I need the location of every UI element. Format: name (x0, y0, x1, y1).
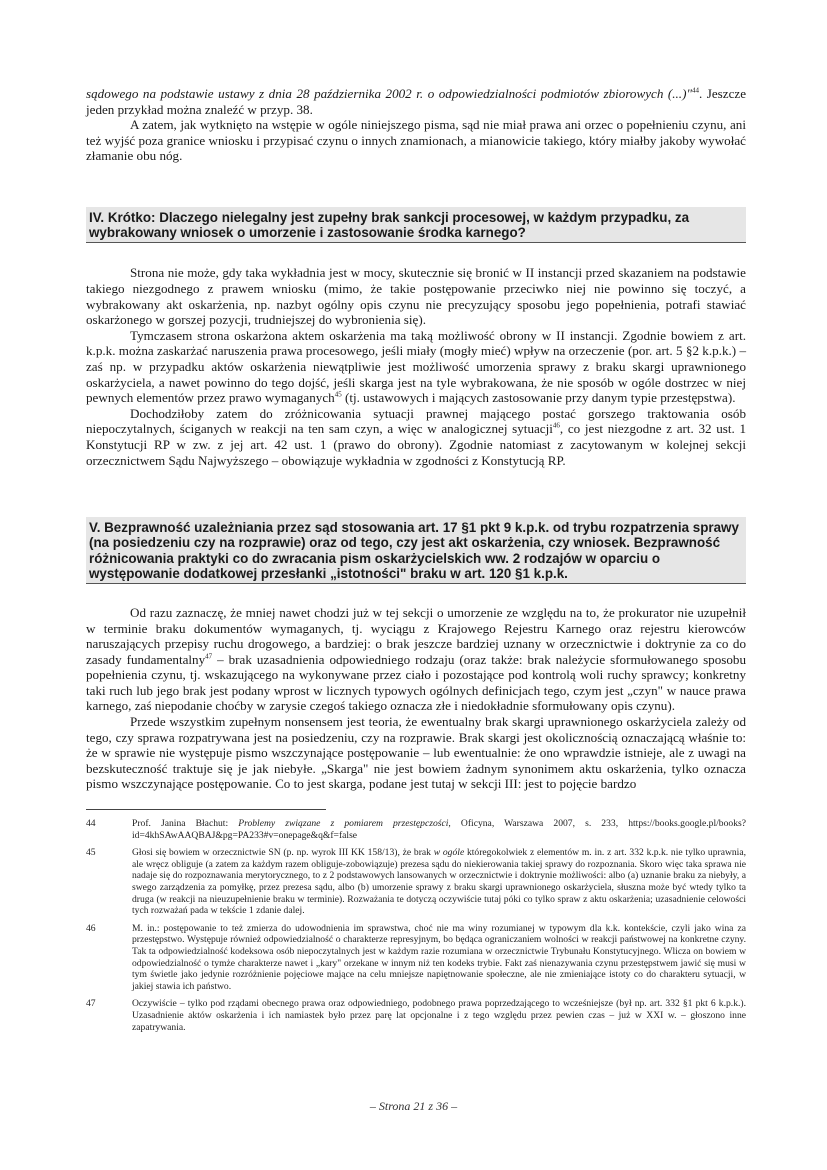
footnote-47 (86, 998, 746, 1033)
footnote-number: 44 (86, 818, 96, 830)
intro-text: . Jeszcze jeden przykład można znaleźć w przyp. 38. (86, 86, 747, 117)
footnote-number: 46 (86, 922, 96, 934)
footnote-ref-47[interactable]: 47 (205, 652, 213, 661)
section-4-heading: IV. Krótko: Dlaczego nielegalny jest zupełny brak sankcji procesowej, w każdym przypadku, za wybrakowany wniosek o umorzenie i zastosowanie środka karnego? (86, 207, 746, 243)
emphasis: w ogóle (433, 847, 465, 859)
paragraph-text: , co jest niezgodne z art. 32 ust. 1 Konstytucji RP w zw. z jej art. 42 ust. 1 (prawo do obrony). Zgodnie natomiast z zacytowanym w kolejnej sekcji orzecznictwem Sądu Najwyższego – obowiązuje wykładnia w zgodności z Konstytucją RP. (86, 421, 747, 468)
paragraph-text: Tymczasem strona oskarżona aktem oskarżenia ma taką możliwość obrony w II instancji. Zgodnie bowiem z art. k.p.k. można zaskarżać naruszenia prawa procesowego, jeśli miały (mogły mieć) wpływ na orzeczenie (por. art. 5 §2 k.p.k.) – zaś np. w przypadku aktów oskarżenia niewątpliwie jest możliwość umorzenia sprawy z braku skargi uprawnionego oskarżyciela, a nawet powinno do tego dojść, jeśli skarga jest na tyle wybrakowana, że nie sposób w ogóle dostrzec w niej pewnych elementów przez prawo wymaganych (86, 327, 746, 406)
footnote-ref-44[interactable]: 44 (691, 86, 699, 95)
footnote-44 (86, 818, 746, 841)
footnote-text (132, 847, 746, 917)
quote-mark: " (686, 86, 692, 101)
footnote-45 (86, 847, 746, 917)
paragraph-text: Dochodziłoby zatem do zróżnicowania sytuacji prawnej mającego postać gorszego traktowania osób niepoczytalnych, ściganych w reakcji na ten sam czyn, a więc w analogicznej sytuacji (86, 405, 746, 437)
section-5-paragraph-2: Przede wszystkim zupełnym nonsensem jest teoria, że ewentualny brak skargi uprawnionego oskarżyciela zależy od tego, czy sprawa rozpatrywana jest na posiedzeniu, czy na rozprawie. Brak skargi jest okolicznością oznaczającą właśnie to: że w sprawie nie występuje pismo wszczynające postępowanie – lub ewentualnie: że ono wprawdzie istnieje, ale z uwagi na bezskuteczność traktuje się je jak niebyłe. „Skarga" nie jest bowiem żadnym synonimem aktu oskarżenia, tylko oznacza pismo wszczynające postępowanie. Co to jest skarga, podane jest tutaj w sekcji III: jest to pojęcie bardzo (86, 714, 746, 792)
paragraph-text: – brak uzasadnienia odpowiedniego rodzaju (oraz także: brak należycie sformułowanego sposobu popełnienia czynu, tj. wskazującego na wykonywane przez ciało i pozostające pod kontrolą woli ruchy sprawcy; konkretny taki ruch lub jego brak jest podany wprost w licznych typowych ogólnych definicjach tego, czym jest „czyn" w nauce prawa karnego, zaś niepodanie choćby w zarysie czegoś takiego oznacza złe i niedokładnie sformułowany opis czynu). (86, 651, 746, 714)
section-5-paragraph-1 (86, 605, 746, 714)
book-title: Problemy związane z pomiarem przestępczości (238, 818, 449, 830)
footnote-text-part: któregokolwiek z elementów m. in. z art. 332 k.p.k. nie tylko uprawnia, ale wręcz obliguje (a zatem za każdym razem obliguje-zobowiązuje) prezesa sądu do niekierowania takiej sprawy do rozpoznania. Skoro więc taka sprawa nie nadaje się do rozpoznawania merytorycznego, to z 2 podstawowych lansowanych w orzecznictwie i doktrynie możliwości: albo (a) uznanie braku za niebyły, a swego zarządzenia za pomyłkę, przez prezesa sądu, albo (b) umorzenie sprawy z braku skargi uprawnionego oskarżyciela, słuszna może być wtedy tylko ta druga (w reakcji na nieuzupełnienie braku w terminie). Rozważania te dotyczą oczywiście tutaj póki co tylko spraw z aktu oskarżenia; uzasadnienie celowości tych rozważań pada w tekście 1 zdanie dalej. (132, 847, 746, 917)
footnote-link[interactable]: , Oficyna, Warszawa 2007, s. 233, https://books.google.pl/books?id=4khSAwAAQBAJ&pg=PA233#v=onepage&q&f=false (132, 818, 746, 841)
footnote-text (132, 818, 746, 841)
footnote-text-part: Głosi się bowiem w orzecznictwie SN (p. np. wyrok III KK 158/13), że brak (132, 847, 434, 859)
section-5-heading: V. Bezprawność uzależniania przez sąd stosowania art. 17 §1 pkt 9 k.p.k. od trybu rozpatrzenia sprawy (na posiedzeniu czy na rozprawie) oraz od tego, czy jest akt oskarżenia, czy wniosek. Bezprawność różnicowania praktyki co do zwracania pism oskarżycielskich ww. 2 rodzajów w oparciu o występowanie dodatkowej przesłanki „istotności" braku w art. 120 §1 k.p.k. (86, 517, 746, 584)
intro-paragraph-1 (86, 86, 746, 117)
footnote-number: 45 (86, 847, 96, 859)
document-page (86, 86, 746, 1039)
intro-paragraph-2: A zatem, jak wytknięto na wstępie w ogóle niniejszego pisma, sąd nie miał prawa ani orzec o popełnieniu czynu, ani też wyjść poza granice wniosku i przypisać czynu o innych znamionach, a mianowicie takiego, który miałby jakoby wywołać złamanie obu nóg. (86, 117, 746, 164)
paragraph-text: Od razu zaznaczę, że mniej nawet chodzi już w tej sekcji o umorzenie ze względu na to, że prokurator nie uzupełnił w terminie braku dokumentów wymaganych, tj. wyciągu z Krajowego Rejestru Karnego oraz rejestru kierowców naruszających przepisy ruchu drogowego, a bardziej: o brak jeszcze bardziej uznany w orzecznictwie i doktrynie za co do zasady fundamentalny (86, 604, 746, 667)
section-4-paragraph-1: Strona nie może, gdy taka wykładnia jest w mocy, skutecznie się bronić w II instancji przed skazaniem na podstawie takiego niezgodnego z prawem wniosku (mimo, że takie postępowanie przeciwko niej nie powinno się toczyć, a wybrakowany akt oskarżenia, np. nazbyt ogólny opis czynu nie precyzujący sposobu jego popełnienia, potrafi stawiać oskarżonego w gorszej pozycji, trudniejszej do wybronienia się). (86, 265, 746, 328)
footnote-46 (86, 923, 746, 993)
footnote-ref-46[interactable]: 46 (552, 421, 560, 430)
footnote-text-part: Prof. Janina Błachut: (132, 818, 239, 830)
footnote-text: Oczywiście – tylko pod rządami obecnego prawa oraz odpowiedniego, podobnego prawa poprzedzającego to wcześniejsze (był np. art. 332 §1 pkt 6 k.p.k.). Uzasadnienie aktów oskarżenia i ich namiastek było przez parę lat opcjonalne i z tego względu przez pewien czas – już w XXI w. – głoszono inne zapatrywania. (132, 998, 746, 1033)
footnote-ref-45[interactable]: 45 (334, 390, 342, 399)
footnote-text: M. in.: postępowanie to też zmierza do udowodnienia im sprawstwa, choć nie ma winy rozumianej w typowym dla k.k. kontekście, czyli jako wina za przestępstwo. Występuje również odpowiedzialność o charakterze represyjnym, bo będąca ograniczaniem wolności w reakcji państwowej na konkretne czyny. Tak ta odpowiedzialność kodeksowa osób niepoczytalnych jest w każdym razie rozumiana w orzecznictwie Trybunału Konstytucyjnego. Wlicza on bowiem w odpowiedzialność o tymże charakterze nawet i „kary" orzekane w innym niż ten kodeks trybie. Fakt zaś nienazywania czynu przestępstwem jawić się musi w tym świetle jako jedynie rozróżnienie pojęciowe mające na celu mniejsze napiętnowanie społeczne, ale nie zmieniające istoty co do charakteru sytuacji, w jakiej stawia ich państwo. (132, 922, 746, 992)
paragraph-text: (tj. ustawowych i mających zastosowanie przy danym typie przestępstwa). (341, 390, 736, 406)
section-4-paragraph-2 (86, 328, 746, 406)
cited-act: sądowego na podstawie ustawy z dnia 28 października 2002 r. o odpowiedzialności podmiotów zbiorowych (...) (86, 86, 687, 101)
footnote-number: 47 (86, 998, 96, 1010)
footnote-separator (86, 809, 326, 818)
page-number: – Strona 21 z 36 – (369, 1099, 458, 1113)
section-4-paragraph-3 (86, 406, 746, 468)
